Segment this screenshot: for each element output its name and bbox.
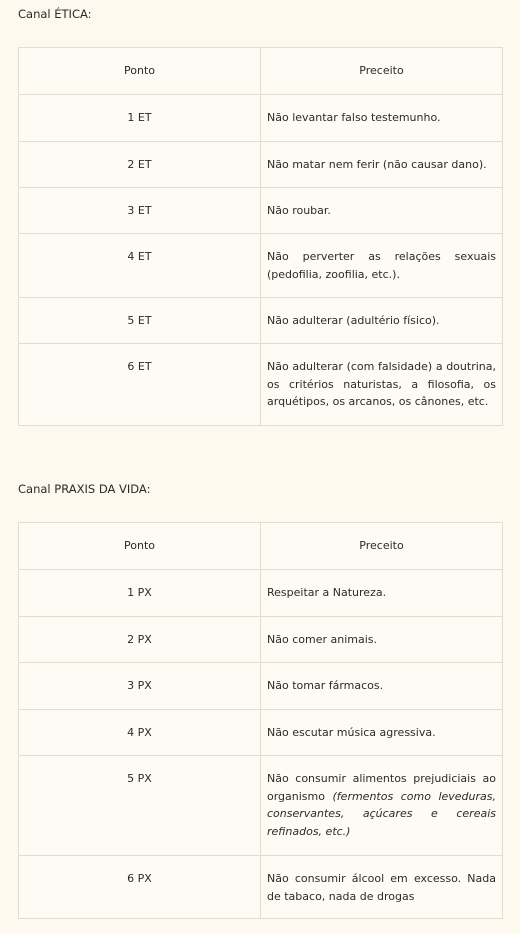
- ponto-cell: 5 PX: [19, 756, 261, 856]
- table-row: [19, 142, 503, 188]
- preceito-cell: Não consumir álcool em excesso. Nada de tabaco, nada de drogas: [261, 856, 503, 919]
- table-row: [19, 298, 503, 344]
- table-row: [19, 234, 503, 298]
- preceito-cell: Não comer animais.: [261, 617, 503, 663]
- ponto-cell: 6 PX: [19, 856, 261, 919]
- preceito-cell: Não matar nem ferir (não causar dano).: [261, 142, 503, 188]
- preceito-cell: [261, 756, 503, 856]
- preceito-text: Não consumir alimentos prejudiciais ao organismo: [267, 772, 496, 803]
- table-header-row: [19, 48, 503, 95]
- header-ponto: Ponto: [19, 523, 261, 570]
- preceito-cell: Não roubar.: [261, 188, 503, 234]
- table-header-row: [19, 523, 503, 570]
- table-row: [19, 344, 503, 426]
- preceito-cell: Não levantar falso testemunho.: [261, 95, 503, 142]
- section-title-praxis: Canal PRAXIS DA VIDA:: [18, 482, 151, 496]
- header-preceito: Preceito: [261, 523, 503, 570]
- table-praxis: [18, 522, 503, 919]
- ponto-cell: 6 ET: [19, 344, 261, 426]
- ponto-cell: 4 PX: [19, 710, 261, 756]
- table-row: [19, 756, 503, 856]
- table-row: [19, 188, 503, 234]
- preceito-cell: Não adulterar (adultério físico).: [261, 298, 503, 344]
- preceito-cell: Não escutar música agressiva.: [261, 710, 503, 756]
- ponto-cell: 1 ET: [19, 95, 261, 142]
- table-row: [19, 617, 503, 663]
- ponto-cell: 5 ET: [19, 298, 261, 344]
- preceito-cell: Não perverter as relações sexuais (pedofilia, zoofilia, etc.).: [261, 234, 503, 298]
- table-etica: [18, 47, 503, 426]
- ponto-cell: 1 PX: [19, 570, 261, 617]
- ponto-cell: 4 ET: [19, 234, 261, 298]
- section-title-etica: Canal ÉTICA:: [18, 7, 92, 21]
- ponto-cell: 3 ET: [19, 188, 261, 234]
- ponto-cell: 2 ET: [19, 142, 261, 188]
- preceito-cell: Não tomar fármacos.: [261, 663, 503, 710]
- table-row: [19, 663, 503, 710]
- ponto-cell: 3 PX: [19, 663, 261, 710]
- table-row: [19, 856, 503, 919]
- preceito-italic-text: (fermentos como leveduras, conservantes, açúcares e cereais refinados, etc.): [267, 789, 496, 838]
- preceito-cell: Não adulterar (com falsidade) a doutrina, os critérios naturistas, a filosofia, os arquétipos, os arcanos, os cânones, etc.: [261, 344, 503, 426]
- preceito-cell: Respeitar a Natureza.: [261, 570, 503, 617]
- table-row: [19, 95, 503, 142]
- table-row: [19, 710, 503, 756]
- ponto-cell: 2 PX: [19, 617, 261, 663]
- header-ponto: Ponto: [19, 48, 261, 95]
- header-preceito: Preceito: [261, 48, 503, 95]
- table-row: [19, 570, 503, 617]
